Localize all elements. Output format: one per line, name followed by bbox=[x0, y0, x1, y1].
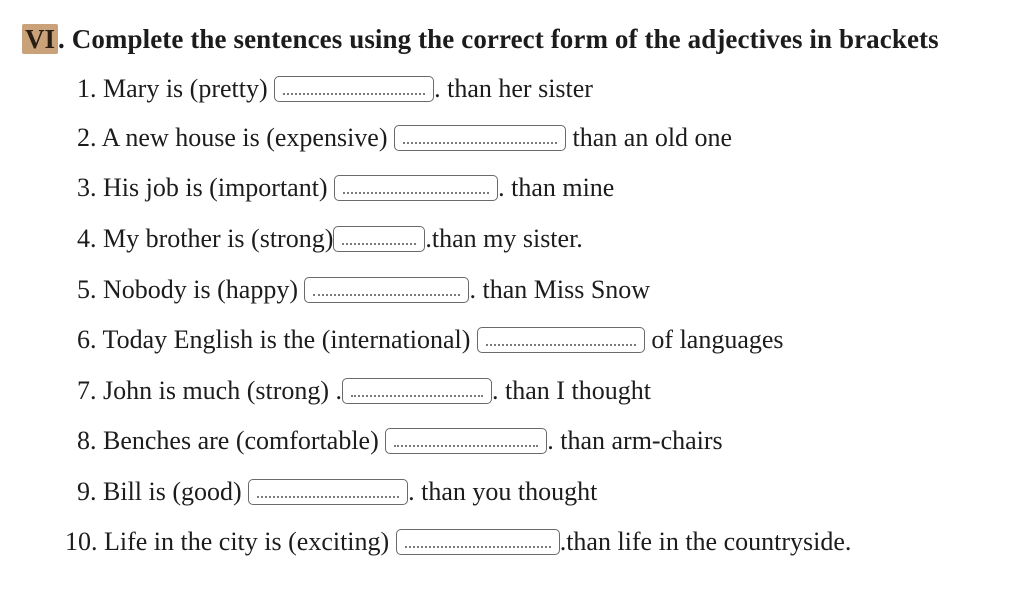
sentence-text-after: . than I thought bbox=[492, 376, 651, 405]
sentence-text-before: 3. His job is (important) bbox=[77, 173, 335, 202]
sentence-text-after: .than my sister. bbox=[425, 224, 583, 253]
sentence-text-after: of languages bbox=[644, 325, 784, 354]
sentence-text-before: 4. My brother is (strong) bbox=[77, 224, 334, 253]
sentence-row-6 bbox=[77, 323, 784, 357]
answer-blank-2[interactable] bbox=[394, 125, 566, 151]
sentence-text-after: than an old one bbox=[566, 123, 733, 152]
sentence-row-8 bbox=[77, 424, 723, 458]
sentence-row-10 bbox=[65, 525, 851, 559]
sentence-text-before: 10. Life in the city is (exciting) bbox=[65, 527, 396, 556]
answer-blank-5[interactable] bbox=[304, 277, 469, 303]
sentence-text-before: 6. Today English is the (international) bbox=[77, 325, 477, 354]
answer-blank-9[interactable] bbox=[248, 479, 408, 505]
sentence-text-before: 9. Bill is (good) bbox=[77, 477, 249, 506]
sentence-row-3 bbox=[77, 171, 614, 205]
answer-blank-4[interactable] bbox=[333, 226, 425, 252]
answer-blank-1[interactable] bbox=[274, 76, 434, 102]
sentence-text-before: 7. John is much (strong) . bbox=[77, 376, 343, 405]
answer-blank-7[interactable] bbox=[342, 378, 492, 404]
answer-blank-3[interactable] bbox=[334, 175, 498, 201]
sentence-text-after: . than mine bbox=[498, 173, 615, 202]
answer-blank-8[interactable] bbox=[385, 428, 547, 454]
sentence-row-1 bbox=[77, 72, 593, 106]
sentence-text-after: . than arm-chairs bbox=[547, 426, 723, 455]
exercise-number-badge: VI bbox=[22, 24, 58, 54]
exercise-instruction: . Complete the sentences using the correct form of the adjectives in brackets bbox=[58, 23, 939, 54]
sentence-row-2 bbox=[77, 121, 732, 155]
sentence-text-before: 1. Mary is (pretty) bbox=[77, 74, 275, 103]
sentence-text-after: .than life in the countryside. bbox=[559, 527, 852, 556]
sentence-text-after: . than Miss Snow bbox=[469, 275, 651, 304]
answer-blank-10[interactable] bbox=[396, 529, 560, 555]
answer-blank-6[interactable] bbox=[477, 327, 645, 353]
exercise-heading bbox=[22, 20, 939, 58]
sentence-text-before: 5. Nobody is (happy) bbox=[77, 275, 305, 304]
sentence-text-after: . than her sister bbox=[434, 74, 593, 103]
sentence-row-4 bbox=[77, 222, 583, 256]
sentence-text-before: 8. Benches are (comfortable) bbox=[77, 426, 386, 455]
sentence-row-7 bbox=[77, 374, 651, 408]
sentence-row-9 bbox=[77, 475, 597, 509]
sentence-text-after: . than you thought bbox=[408, 477, 598, 506]
sentence-text-before: 2. A new house is (expensive) bbox=[77, 123, 395, 152]
sentence-row-5 bbox=[77, 273, 650, 307]
